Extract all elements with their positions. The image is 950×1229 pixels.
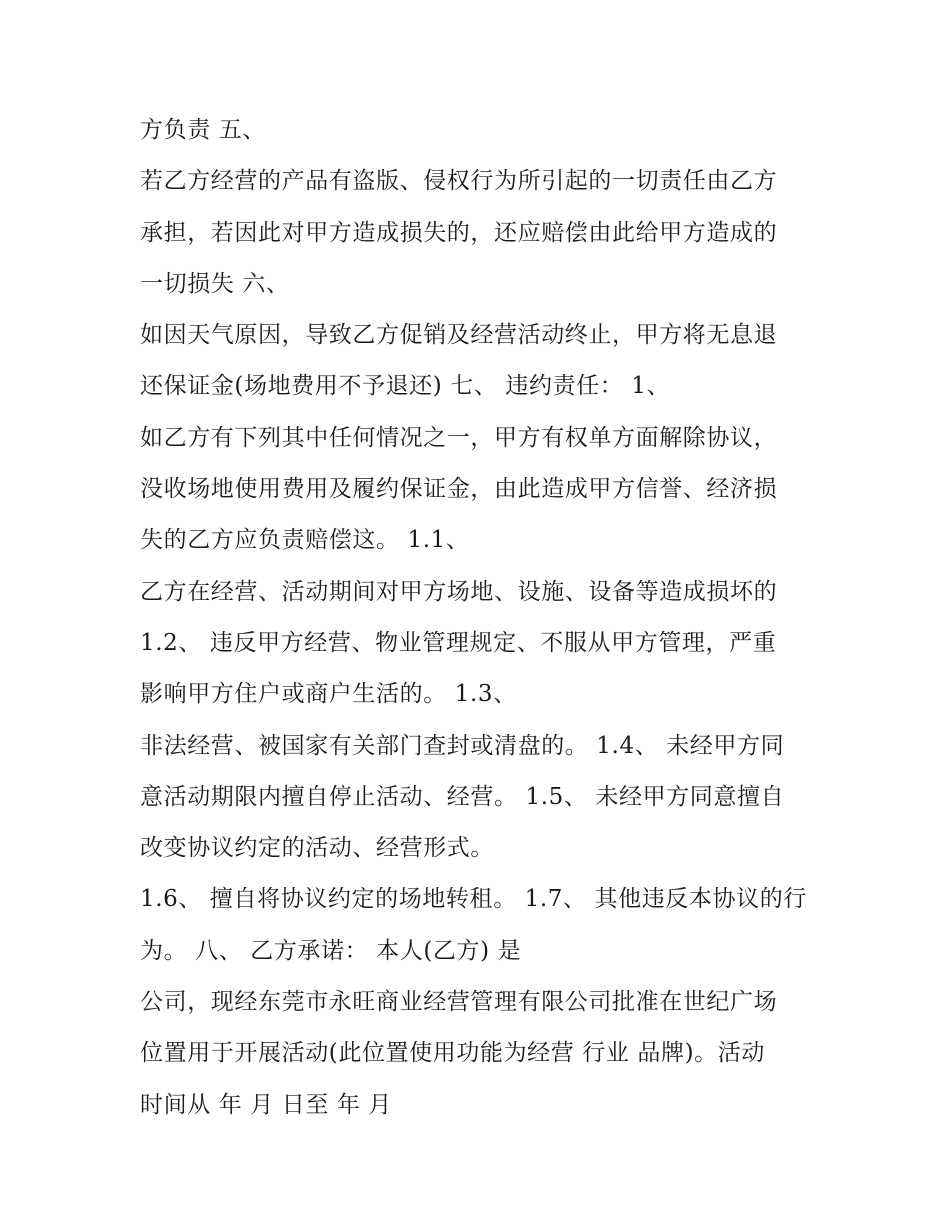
text-line: 方负责 五、 xyxy=(140,117,266,143)
text-line: 意活动期限内擅自停止活动、经营。 1.5、 未经甲方同意擅自 xyxy=(140,783,785,810)
text-line: 乙方在经营、活动期间对甲方场地、设施、设备等造成损坏的 xyxy=(140,578,778,605)
text-line: 位置用于开展活动(此位置使用功能为经营 行业 品牌)。活动 xyxy=(140,1040,765,1067)
text-line: 非法经营、被国家有关部门查封或清盘的。 1.4、 未经甲方同 xyxy=(140,732,785,759)
text-line: 没收场地使用费用及履约保证金，由此造成甲方信誉、经济损 xyxy=(140,476,778,503)
text-line: 如乙方有下列其中任何情况之一，甲方有权单方面解除协议， xyxy=(140,424,778,451)
contract-body-text xyxy=(140,108,830,1134)
text-line: 还保证金(场地费用不予退还) 七、 违约责任： 1、 xyxy=(140,373,671,400)
text-line: 失的乙方应负责赔偿这。 1.1、 xyxy=(140,527,470,554)
text-line: 1.2、 违反甲方经营、物业管理规定、不服从甲方管理，严重 xyxy=(140,629,777,656)
text-line: 为。 八、 乙方承诺： 本人(乙方) 是 xyxy=(140,937,522,964)
text-line: 一切损失 六、 xyxy=(140,270,290,297)
text-line: 若乙方经营的产品有盗版、侵权行为所引起的一切责任由乙方 xyxy=(140,168,778,195)
text-line: 公司，现经东莞市永旺商业经营管理有限公司批准在世纪广场 xyxy=(140,989,778,1016)
text-line: 时间从 年 月 日至 年 月 xyxy=(140,1091,392,1118)
text-line: 1.6、 擅自将协议约定的场地转租。 1.7、 其他违反本协议的行 xyxy=(140,886,807,913)
text-line: 影响甲方住户或商户生活的。 1.3、 xyxy=(140,681,517,708)
text-line: 如因天气原因，导致乙方促销及经营活动终止，甲方将无息退 xyxy=(140,322,778,349)
text-line: 承担，若因此对甲方造成损失的，还应赔偿由此给甲方造成的 xyxy=(140,219,778,246)
text-line: 改变协议约定的活动、经营形式。 xyxy=(140,835,494,862)
